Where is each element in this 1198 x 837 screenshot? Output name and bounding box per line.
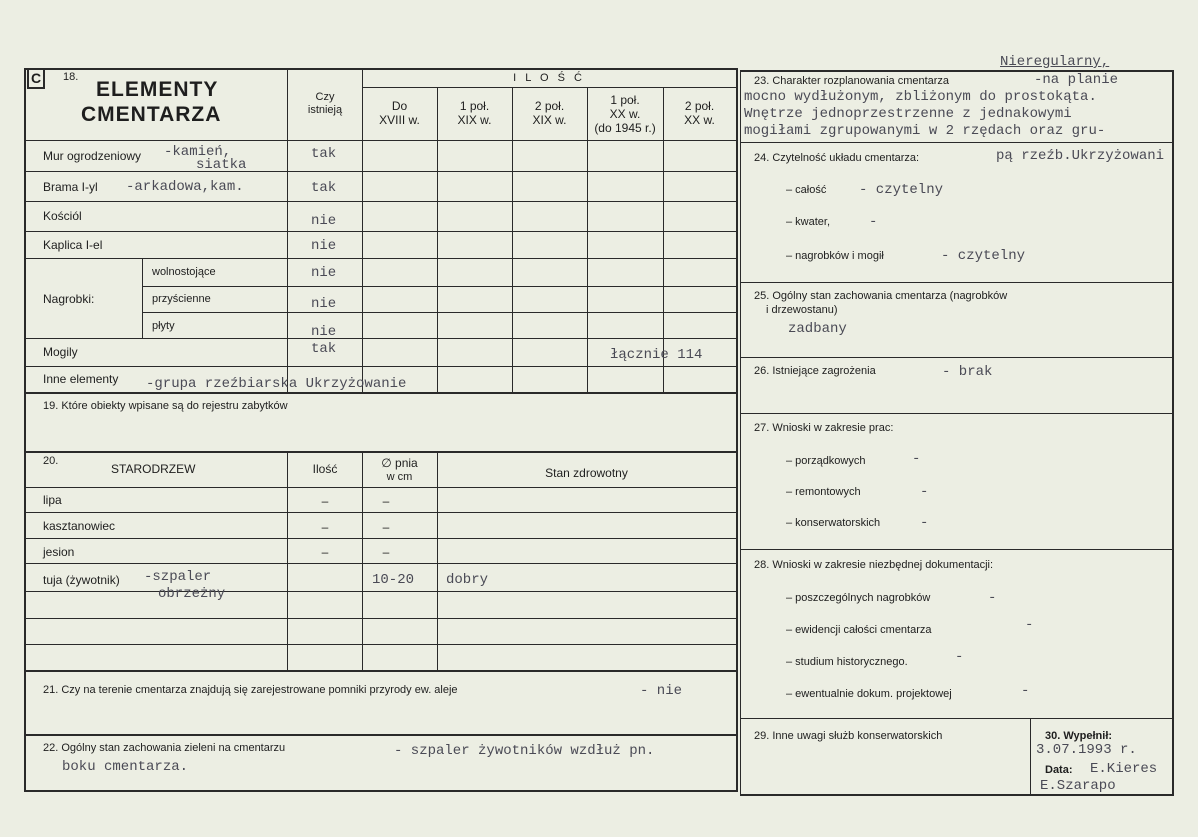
s25-value: zadbany <box>788 321 847 337</box>
s28-label: 28. Wnioski w zakresie niezbędnej dokumentacji: <box>754 559 994 571</box>
row-kaplica-label: Kaplica I-el <box>43 238 103 252</box>
col-pnia-line2: w cm <box>386 471 413 483</box>
s23-line3: Wnętrze jednoprzestrzenne z jednakowymi <box>744 106 1072 122</box>
col-1pol-xx-l2: XX w. <box>609 107 641 121</box>
section21-label: 21. Czy na terenie cmentarza znajdują się zarejestrowane pomniki przyrody ew. aleje <box>43 684 458 696</box>
row-wolnostojace-label: wolnostojące <box>152 266 216 278</box>
tree-jesion-name: jesion <box>43 545 75 559</box>
tree-tuja-note1: -szpaler <box>144 569 212 585</box>
tree-tuja-pnia: 10-20 <box>372 572 415 588</box>
tree-tuja-name: tuja (żywotnik) <box>43 573 120 587</box>
card-letter-box <box>27 68 45 89</box>
row-mur-label: Mur ogrodzeniowy <box>43 149 142 163</box>
row-wolnostojace-exists: nie <box>311 265 337 281</box>
s24-item-calosc-label: – całość <box>786 184 827 196</box>
s23-line1: -na planie <box>1034 72 1119 88</box>
s24-item-nagrobkow-value: - czytelny <box>941 248 1026 264</box>
s28-item-projektowej-label: – ewentualnie dokum. projektowej <box>786 688 952 700</box>
tree-tuja-stan: dobry <box>446 572 489 588</box>
s27-label: 27. Wnioski w zakresie prac: <box>754 422 894 434</box>
col-1pol-xix-l2: XIX w. <box>457 113 492 127</box>
s27-item-porzadkowych-value: - <box>912 451 921 467</box>
s27-item-konserwatorskich-label: – konserwatorskich <box>786 517 881 529</box>
s30-date: 3.07.1993 r. <box>1036 742 1137 758</box>
tree-jesion-pnia: – <box>382 545 390 559</box>
row-brama-exists: tak <box>311 180 337 196</box>
s26-value: - brak <box>942 364 993 380</box>
s28-item-projektowej-value: - <box>1021 683 1030 699</box>
row-plyty-label: płyty <box>152 320 175 332</box>
s30-label: 30. Wypełnił: <box>1045 730 1113 742</box>
col-do-xviii-l1: Do <box>391 99 408 113</box>
s25-label-line1: 25. Ogólny stan zachowania cmentarza (nagrobków <box>754 290 1008 302</box>
s26-label: 26. Istniejące zagrożenia <box>754 365 876 377</box>
s28-item-ewidencji-label: – ewidencji całości cmentarza <box>786 624 932 636</box>
section19-label: 19. Które obiekty wpisane są do rejestru zabytków <box>43 400 288 412</box>
tree-lipa-ilosc: – <box>321 494 329 508</box>
tree-lipa-name: lipa <box>43 493 62 507</box>
nagrobki-label: Nagrobki: <box>43 292 95 306</box>
row-brama-note1: -arkadowa,kam. <box>126 179 244 195</box>
top-note: Nieregularny, <box>1000 54 1110 70</box>
section22-label: 22. Ogólny stan zachowania zieleni na cmentarzu <box>43 742 286 754</box>
s30-name1: E.Kieres <box>1090 761 1158 777</box>
row-inne-value: -grupa rzeźbiarska Ukrzyżowanie <box>146 376 407 392</box>
col-do-xviii-l2: XVIII w. <box>379 113 420 127</box>
row-mogily-label: Mogily <box>43 345 78 359</box>
col-exists-line2: istnieją <box>307 104 343 116</box>
row-przyscienne-label: przyścienne <box>152 293 211 305</box>
tree-tuja-note2: obrzeżny <box>158 586 226 602</box>
row-mogily-exists: tak <box>311 341 337 357</box>
col-1pol-xx-l3: (do 1945 r.) <box>594 121 656 135</box>
col-2pol-xx-l1: 2 poł. <box>684 99 715 113</box>
row-kosciol-exists: nie <box>311 213 337 229</box>
col-1pol-xix-l1: 1 poł. <box>459 99 490 113</box>
col-pnia-line1: ∅ pnia <box>381 456 418 470</box>
s24-item-calosc-value: - czytelny <box>859 182 944 198</box>
section20-title: STARODRZEW <box>111 462 196 476</box>
tree-kasztanowiec-ilosc: – <box>321 520 329 534</box>
s27-item-remontowych-value: - <box>920 484 929 500</box>
s27-item-remontowych-label: – remontowych <box>786 486 861 498</box>
col-2pol-xix-l1: 2 poł. <box>534 99 565 113</box>
ilosc-header: I L O Ś Ć <box>513 72 585 84</box>
section22-answer-line2: boku cmentarza. <box>62 759 189 775</box>
section18-title-line2: CMENTARZA <box>81 103 222 126</box>
s27-item-konserwatorskich-value: - <box>920 515 929 531</box>
s23-line4: mogiłami zgrupowanymi w 2 rzędach oraz gru- <box>744 123 1106 139</box>
s24-value: pą rzeźb.Ukrzyżowani <box>996 148 1165 164</box>
s24-label: 24. Czytelność układu cmentarza: <box>754 152 920 164</box>
s28-item-studium-value: - <box>955 649 964 665</box>
row-mogily-total: łącznie 114 <box>610 347 703 363</box>
section18-number: 18. <box>63 71 79 83</box>
card-letter: C <box>30 70 42 86</box>
row-plyty-exists: nie <box>311 324 337 340</box>
row-brama-label: Brama I-yl <box>43 180 98 194</box>
col-exists-line1: Czy <box>315 91 335 103</box>
row-przyscienne-exists: nie <box>311 296 337 312</box>
s25-label-line2: i drzewostanu) <box>766 304 838 316</box>
row-mur-note2: siatka <box>196 157 247 173</box>
s28-item-nagrobkow-label: – poszczególnych nagrobków <box>786 592 931 604</box>
section18-title-line1: ELEMENTY <box>96 78 219 101</box>
row-kaplica-exists: nie <box>311 238 337 254</box>
s28-item-ewidencji-value: - <box>1025 617 1034 633</box>
tree-kasztanowiec-pnia: – <box>382 520 390 534</box>
s23-label: 23. Charakter rozplanowania cmentarza <box>754 75 950 87</box>
col-ilosc: Ilość <box>312 462 338 476</box>
tree-jesion-ilosc: – <box>321 545 329 559</box>
s24-item-kwater-label: – kwater, <box>786 216 831 228</box>
s24-item-kwater-value: - <box>869 214 878 230</box>
col-1pol-xx-l1: 1 poł. <box>610 93 640 107</box>
section21-answer: - nie <box>640 683 683 699</box>
col-2pol-xix-l2: XIX w. <box>532 113 567 127</box>
row-kosciol-label: Kościól <box>43 209 82 223</box>
col-stan-zdrowotny: Stan zdrowotny <box>545 466 628 480</box>
row-mur-exists: tak <box>311 146 337 162</box>
tree-lipa-pnia: – <box>382 494 390 508</box>
s29-label: 29. Inne uwagi służb konserwatorskich <box>754 730 943 742</box>
col-2pol-xx-l2: XX w. <box>684 113 715 127</box>
s23-line2: mocno wydłużonym, zbliżonym do prostokąta. <box>744 89 1097 105</box>
tree-kasztanowiec-name: kasztanowiec <box>43 519 116 533</box>
s28-item-studium-label: – studium historycznego. <box>786 656 908 668</box>
row-mur-note1: -kamień, <box>164 144 232 160</box>
s30-name2: E.Szarapo <box>1040 778 1116 794</box>
row-inne-label: Inne elementy <box>43 372 119 386</box>
section22-answer-line1: - szpaler żywotników wzdłuż pn. <box>394 743 655 759</box>
section20-number: 20. <box>43 455 59 467</box>
s24-item-nagrobkow-label: – nagrobków i mogił <box>786 250 884 262</box>
s27-item-porzadkowych-label: – porządkowych <box>786 455 866 467</box>
s28-item-nagrobkow-value: - <box>988 590 997 606</box>
s30-data-label: Data: <box>1045 764 1073 776</box>
